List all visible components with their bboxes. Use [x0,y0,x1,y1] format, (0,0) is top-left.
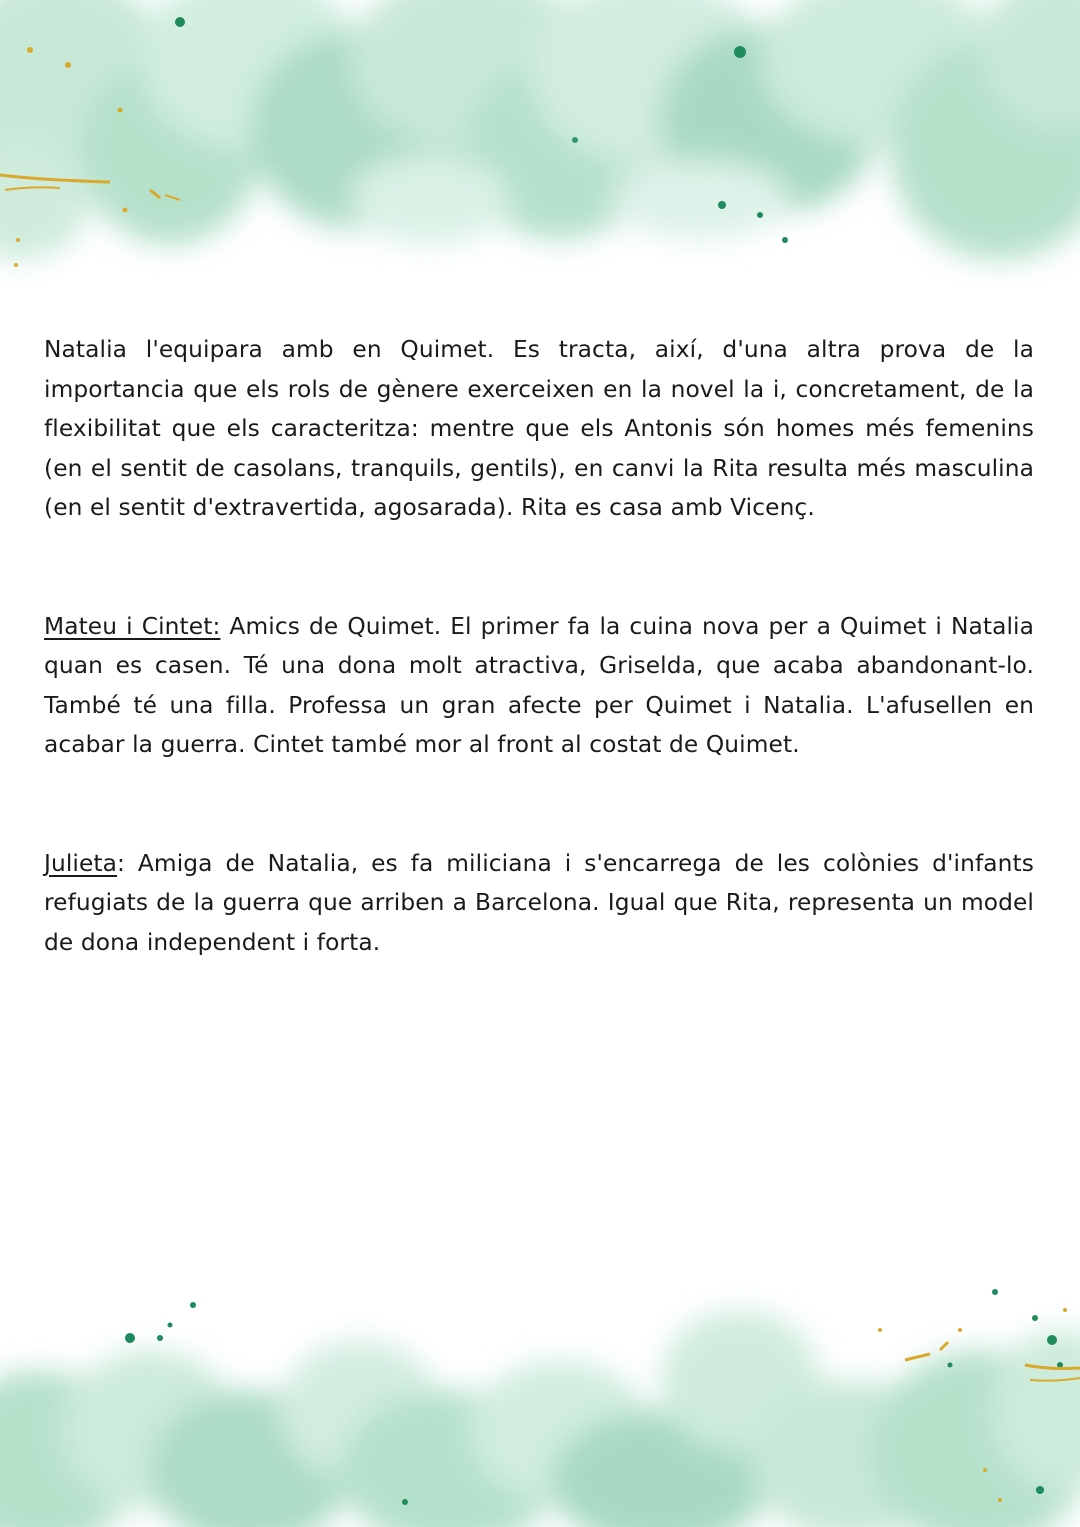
paragraph-mateu-cintet [44,607,1034,765]
bottom-watercolor-decoration [0,1270,1080,1527]
paragraph-text: : Amiga de Natalia, es fa miliciana i s'encarrega de les colònies d'infants refugiats de la guerra que arriben a Barcelona. Igual que Rita, representa un model de dona independent i forta. [44,849,1034,956]
top-watercolor-decoration [0,0,1080,290]
paragraph-text: Natalia l'equipara amb en Quimet. Es tracta, així, d'una altra prova de la importancia que els rols de gènere exerceixen en la novel la i, concretament, de la flexibilitat que els caracteritza: mentre que els Antonis són homes més femenins (en el sentit de casolans, tranquils, gentils), en canvi la Rita resulta més masculina (en el sentit d'extravertida, agosarada). Rita es casa amb Vicenç. [44,336,1034,521]
page-content [44,330,1034,962]
paragraph-text: Amics de Quimet. El primer fa la cuina nova per a Quimet i Natalia quan es casen. Té una dona molt atractiva, Griselda, que acaba abandonant-lo. També té una filla. Professa un gran afecte per Quimet i Natalia. L'afusellen en acabar la guerra. Cintet també mor al front al costat de Quimet. [44,612,1034,758]
paragraph-natalia-rita [44,330,1034,528]
paragraph-julieta [44,844,1034,963]
character-term-mateu-cintet: Mateu i Cintet: [44,612,221,640]
character-term-julieta: Julieta [44,849,118,877]
